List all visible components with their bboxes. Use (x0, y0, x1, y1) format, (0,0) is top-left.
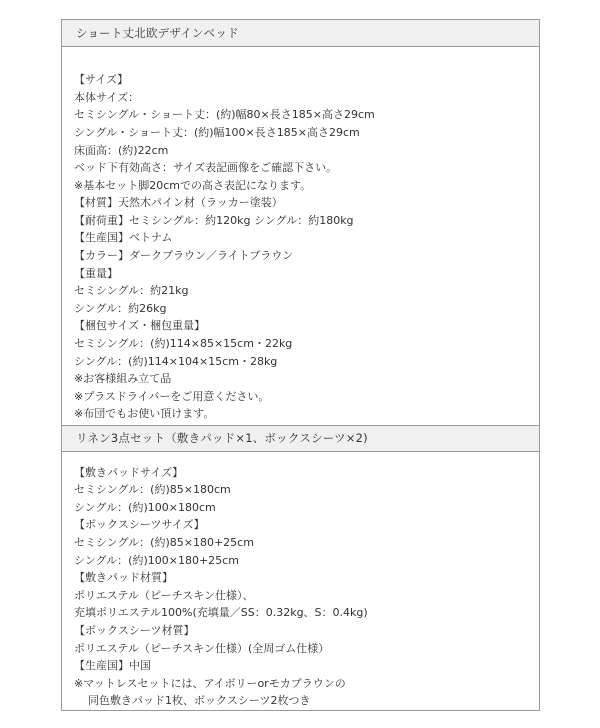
section-body-linen (62, 452, 539, 710)
spec-line: セミシングル・ショート丈：(約)幅80×長さ185×高さ29cm (74, 108, 375, 122)
spec-line: セミシングル：約21kg (74, 284, 189, 298)
spec-line: 【材質】天然木パイン材（ラッカー塗装） (74, 196, 283, 210)
spec-line: セミシングル：(約)85×180+25cm (74, 536, 254, 550)
spec-line: 床面高：(約)22cm (74, 143, 169, 157)
spec-line: ベッド下有効高さ：サイズ表記画像をご確認下さい。 (74, 161, 338, 175)
spec-line: 【カラー】ダークブラウン／ライトブラウン (74, 249, 294, 263)
spec-line: シングル：(約)100×180+25cm (74, 553, 239, 567)
section-header-bed: ショート丈北欧デザインベッド (62, 20, 539, 47)
spec-line: 【梱包サイズ・梱包重量】 (74, 319, 206, 333)
spec-line: セミシングル：(約)114×85×15cm・22kg (74, 337, 293, 351)
spec-line: 【敷きパッド材質】 (74, 571, 173, 585)
spec-line: ※基本セット脚20cmでの高さ表記になります。 (74, 178, 312, 192)
spec-line: 【生産国】中国 (74, 659, 151, 673)
spec-line: 【ボックスシーツサイズ】 (74, 518, 205, 532)
spec-line: ポリエステル（ピーチスキン仕様）(全周ゴム仕様） (74, 641, 330, 655)
spec-line: 【サイズ】 (74, 73, 129, 87)
spec-line: 充填ポリエステル100%(充填量／SS：0.32kg、S：0.4kg) (74, 606, 368, 620)
spec-line: シングル：約26kg (74, 301, 167, 315)
spec-line: シングル：(約)100×180cm (74, 500, 216, 514)
spec-line: ※お客様組み立て品 (74, 372, 172, 386)
spec-line: 【生産国】ベトナム (74, 231, 173, 245)
spec-line: ※マットレスセットには、アイボリーorモカブラウンの (74, 676, 346, 690)
spec-line: 同色敷きパッド1枚、ボックスシーツ2枚つき (88, 694, 311, 708)
spec-line: 本体サイズ： (74, 90, 140, 104)
spec-line: 【ボックスシーツ材質】 (74, 624, 195, 638)
spec-line: シングル・ショート丈：(約)幅100×長さ185×高さ29cm (74, 125, 360, 139)
spec-line: ポリエステル（ピーチスキン仕様）、 (74, 588, 254, 602)
spec-line: 【敷きパッドサイズ】 (74, 465, 184, 479)
spec-line: ※プラスドライバーをご用意ください。 (74, 389, 270, 403)
spec-table (61, 19, 540, 711)
spec-line: ※布団でもお使い頂けます。 (74, 407, 215, 421)
spec-line: シングル：(約)114×104×15cm・28kg (74, 354, 278, 368)
spec-line: 【重量】 (74, 266, 118, 280)
section-header-linen: リネン3点セット（敷きパッド×1、ボックスシーツ×2) (62, 425, 539, 452)
spec-line: セミシングル：(約)85×180cm (74, 483, 231, 497)
spec-line: 【耐荷重】セミシングル：約120kg シングル：約180kg (74, 213, 354, 227)
section-body-bed (62, 47, 539, 424)
